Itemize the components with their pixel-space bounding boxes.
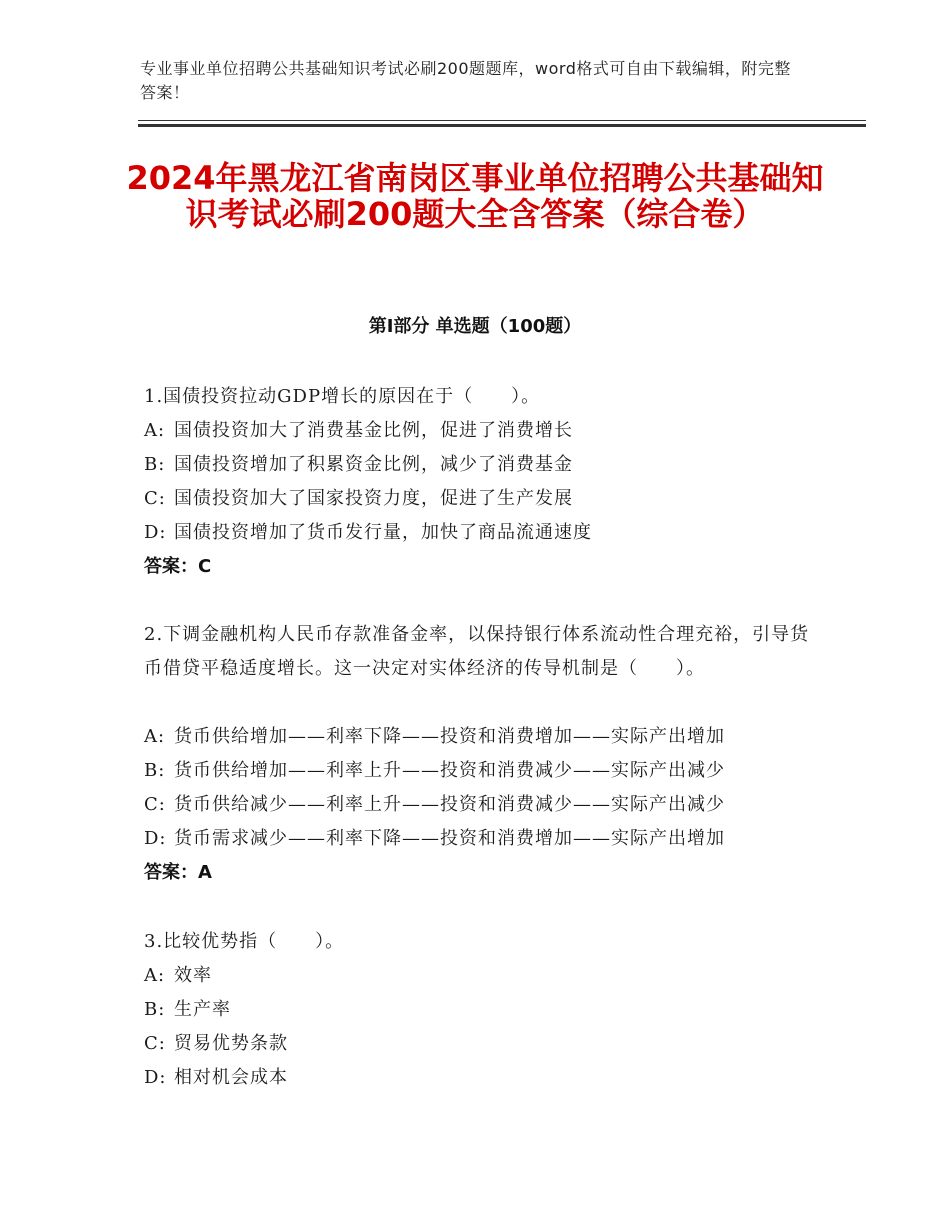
option-letter: B: [144,454,166,475]
option-text: 生产率 [174,999,231,1020]
question-3-option-b [144,993,824,1027]
question-3-option-c [144,1027,824,1061]
question-1-stem: 1.国债投资拉动GDP增长的原因在于（ ）。 [144,386,541,407]
option-letter: D: [144,828,167,849]
option-text: 贸易优势条款 [174,1033,288,1054]
question-1-answer: 答案：C [144,556,212,577]
question-2-option-a [144,720,824,754]
question-1-option-c [144,482,824,516]
option-letter: A: [144,726,166,747]
question-3-option-a [144,959,824,993]
option-text: 货币供给增加——利率下降——投资和消费增加——实际产出增加 [174,726,725,747]
option-letter: C: [144,488,166,509]
option-text: 货币供给减少——利率上升——投资和消费减少——实际产出减少 [174,794,725,815]
question-3-stem: 3.比较优势指（ ）。 [144,931,345,952]
option-letter: A: [144,420,166,441]
document-title: 2024年黑龙江省南岗区事业单位招聘公共基础知识考试必刷200题大全含答案（综合卷） [126,159,824,233]
option-letter: C: [144,794,166,815]
option-letter: B: [144,760,166,781]
option-text: 国债投资加大了消费基金比例，促进了消费增长 [174,420,573,441]
question-2-option-b [144,754,824,788]
option-text: 相对机会成本 [174,1067,288,1088]
option-text: 效率 [174,965,212,986]
question-3-option-d [144,1061,824,1095]
question-1-option-a [144,414,824,448]
option-letter: D: [144,522,167,543]
section-heading: 第Ⅰ部分 单选题（100题） [368,316,582,337]
header-rule-thick [138,124,866,127]
option-text: 货币供给增加——利率上升——投资和消费减少——实际产出减少 [174,760,725,781]
option-letter: B: [144,999,166,1020]
question-2-option-d [144,822,824,856]
question-2-stem: 2.下调金融机构人民币存款准备金率，以保持银行体系流动性合理充裕，引导货币借贷平稳适度增长。这一决定对实体经济的传导机制是（ ）。 [144,624,810,679]
header-note: 专业事业单位招聘公共基础知识考试必刷200题题库，word格式可自由下载编辑，附完整答案！ [140,59,791,102]
question-1-option-b [144,448,824,482]
option-text: 国债投资增加了货币发行量，加快了商品流通速度 [174,522,592,543]
option-text: 国债投资加大了国家投资力度，促进了生产发展 [174,488,573,509]
question-2-answer: 答案：A [144,862,212,883]
header-rule-thin [138,120,866,121]
option-text: 国债投资增加了积累资金比例，减少了消费基金 [174,454,573,475]
option-letter: A: [144,965,166,986]
question-1-option-d [144,516,824,550]
option-letter: C: [144,1033,166,1054]
question-2-option-c [144,788,824,822]
option-text: 货币需求减少——利率下降——投资和消费增加——实际产出增加 [174,828,725,849]
option-letter: D: [144,1067,167,1088]
